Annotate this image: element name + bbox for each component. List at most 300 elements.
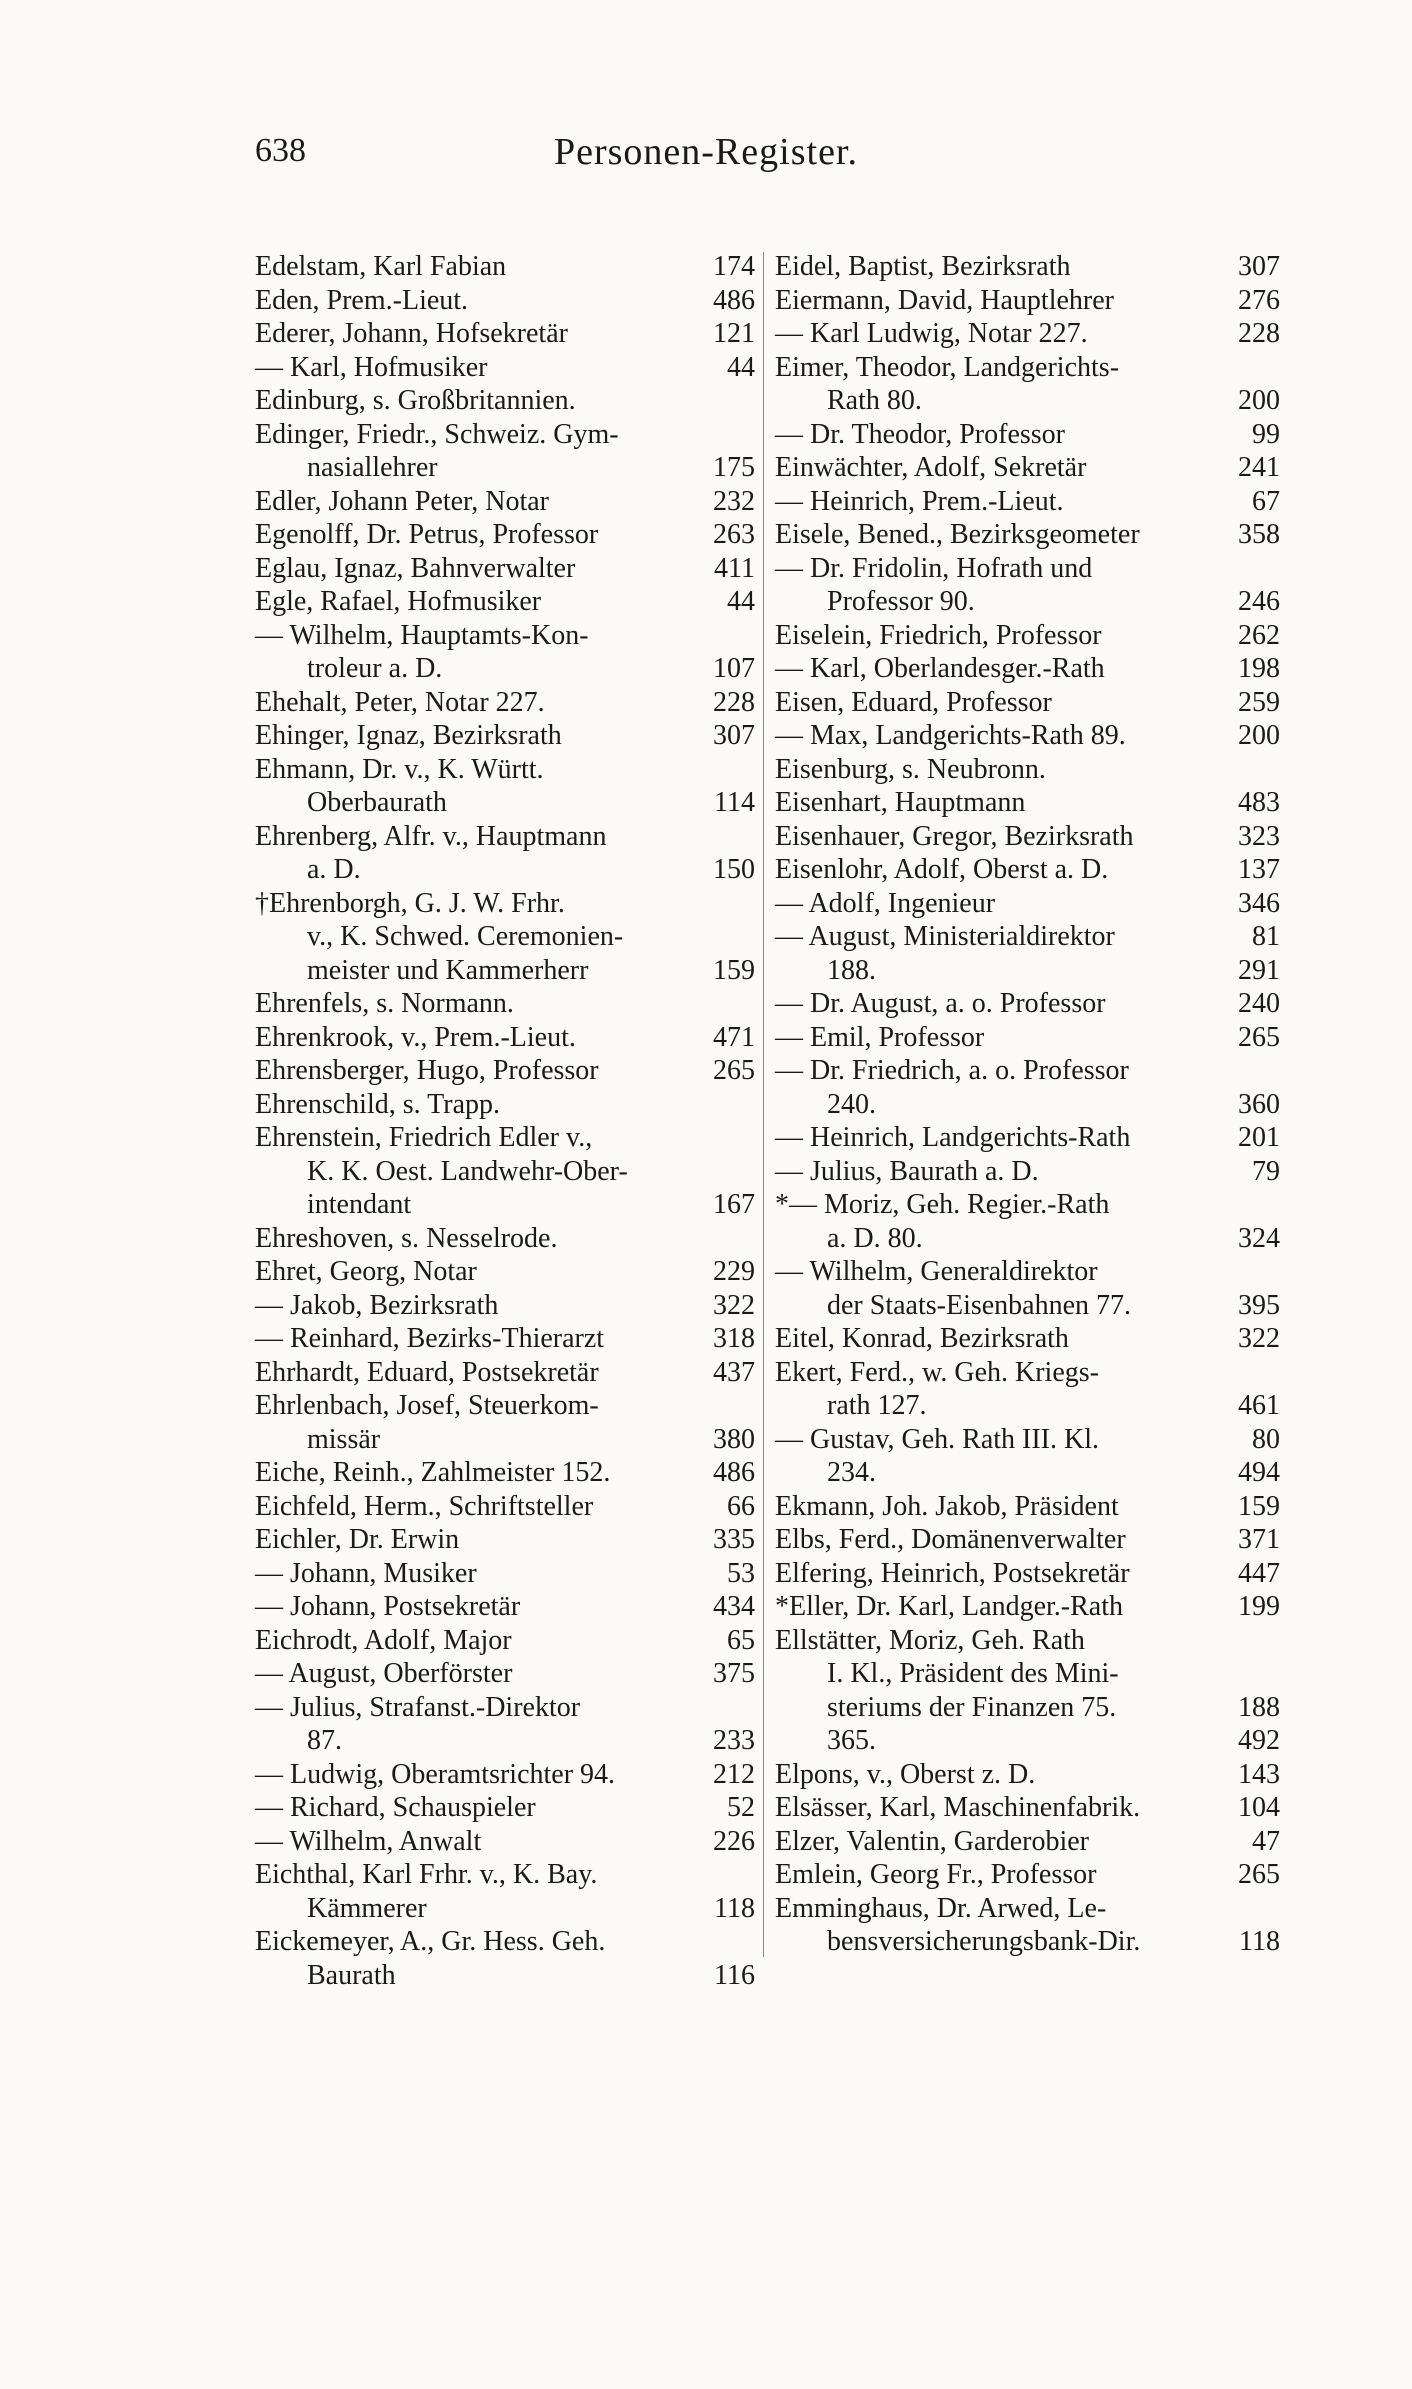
- entry-pages: 47: [1252, 1825, 1280, 1857]
- entry-text: — Johann, Musiker: [255, 1557, 477, 1589]
- entry-pages: 52: [727, 1792, 755, 1823]
- entry-pages: 107: [713, 653, 755, 684]
- entry-pages: [747, 753, 755, 787]
- register-entry: [255, 1222, 755, 1256]
- entry-text: — Gustav, Geh. Rath III. Kl.: [775, 1423, 1100, 1455]
- entry-text: I. Kl., Präsident des Mini-: [827, 1658, 1119, 1689]
- entry-pages: [1272, 351, 1280, 385]
- entry-line: [775, 1791, 1280, 1825]
- entry-line: [775, 686, 1280, 720]
- register-entry: [775, 820, 1280, 854]
- entry-text: — Reinhard, Bezirks-Thierarzt: [255, 1323, 605, 1354]
- entry-text: Eisen, Eduard, Professor: [775, 686, 1052, 718]
- entry-text: — Dr. Theodor, Professor: [775, 418, 1065, 450]
- entry-line: [255, 1289, 755, 1323]
- register-entry: [775, 920, 1280, 987]
- entry-line: [255, 652, 755, 686]
- register-entry: [775, 1825, 1280, 1859]
- entry-line: [775, 250, 1280, 284]
- register-entry: [775, 1791, 1280, 1825]
- register-entry: [775, 719, 1280, 753]
- entry-pages: 200: [1238, 720, 1280, 751]
- entry-text: 87.: [307, 1725, 342, 1756]
- entry-line: [775, 552, 1280, 586]
- entry-line: [775, 1188, 1280, 1222]
- entry-text: 188.: [827, 954, 876, 986]
- entry-line: [255, 250, 755, 284]
- entry-pages: 228: [713, 686, 755, 718]
- entry-line: [255, 1657, 755, 1691]
- entry-pages: 137: [1238, 854, 1280, 885]
- entry-pages: 307: [713, 720, 755, 751]
- entry-pages: 159: [713, 954, 755, 986]
- entry-pages: 324: [1238, 1222, 1280, 1254]
- entry-pages: [1272, 753, 1280, 787]
- entry-line: [255, 1892, 755, 1926]
- entry-text: der Staats-Eisenbahnen 77.: [827, 1289, 1132, 1321]
- entry-text: Rath 80.: [827, 385, 922, 416]
- left-column: [255, 250, 755, 1992]
- entry-text: — August, Ministerialdirektor: [775, 921, 1115, 952]
- entry-text: Edinger, Friedr., Schweiz. Gym-: [255, 418, 619, 450]
- entry-pages: 212: [713, 1758, 755, 1790]
- entry-text: Ehrensberger, Hugo, Professor: [255, 1055, 599, 1086]
- entry-text: Ekmann, Joh. Jakob, Präsident: [775, 1490, 1119, 1522]
- entry-pages: 79: [1252, 1155, 1280, 1187]
- entry-pages: [747, 1389, 755, 1423]
- entry-pages: 80: [1252, 1423, 1280, 1455]
- register-entry: [775, 753, 1280, 787]
- page-number: 638: [255, 132, 306, 169]
- register-entry: [775, 1523, 1280, 1557]
- entry-pages: 81: [1252, 921, 1280, 952]
- entry-text: — Heinrich, Prem.-Lieut.: [775, 485, 1064, 517]
- entry-line: [255, 954, 755, 988]
- register-entry: [255, 619, 755, 686]
- entry-pages: 200: [1238, 385, 1280, 416]
- entry-pages: [747, 1925, 755, 1959]
- entry-pages: 199: [1238, 1591, 1280, 1622]
- entry-line: [775, 820, 1280, 854]
- entry-text: — Ludwig, Oberamtsrichter 94.: [255, 1758, 616, 1790]
- register-entry: [775, 1255, 1280, 1322]
- entry-pages: 265: [713, 1055, 755, 1086]
- register-entry: [255, 1289, 755, 1323]
- entry-pages: 159: [1238, 1490, 1280, 1522]
- entry-line: [255, 418, 755, 452]
- register-entry: [255, 1088, 755, 1122]
- register-entry: [255, 1389, 755, 1456]
- entry-line: [775, 351, 1280, 385]
- entry-pages: 174: [713, 251, 755, 282]
- entry-text: — Karl, Oberlandesger.-Rath: [775, 653, 1105, 684]
- entry-pages: [1272, 1892, 1280, 1926]
- entry-line: [775, 1322, 1280, 1356]
- entry-pages: 371: [1238, 1524, 1280, 1555]
- entry-line: [255, 1255, 755, 1289]
- register-entry: [775, 485, 1280, 519]
- entry-pages: 150: [713, 854, 755, 885]
- entry-line: [255, 1825, 755, 1859]
- entry-text: — Karl, Hofmusiker: [255, 351, 488, 383]
- entry-line: [255, 485, 755, 519]
- register-entry: [775, 418, 1280, 452]
- entry-text: — Dr. Fridolin, Hofrath und: [775, 552, 1093, 584]
- entry-pages: 118: [714, 1892, 755, 1924]
- entry-text: — Julius, Baurath a. D.: [775, 1155, 1039, 1187]
- entry-text: — Emil, Professor: [775, 1021, 985, 1053]
- register-entry: [255, 585, 755, 619]
- register-entry: [255, 887, 755, 988]
- entry-line: [255, 1054, 755, 1088]
- register-entry: [255, 1925, 755, 1992]
- entry-line: [775, 1155, 1280, 1189]
- entry-pages: 492: [1238, 1725, 1280, 1756]
- register-entry: [775, 1758, 1280, 1792]
- entry-text: Eickemeyer, A., Gr. Hess. Geh.: [255, 1926, 606, 1957]
- entry-pages: 411: [714, 552, 755, 584]
- register-entry: [775, 1557, 1280, 1591]
- entry-line: [255, 284, 755, 318]
- entry-line: [775, 1222, 1280, 1256]
- entry-line: [255, 384, 755, 418]
- entry-pages: [1272, 1255, 1280, 1289]
- entry-pages: [747, 384, 755, 418]
- entry-line: [255, 518, 755, 552]
- entry-pages: 167: [713, 1189, 755, 1220]
- entry-pages: 360: [1238, 1088, 1280, 1120]
- register-entry: [255, 1590, 755, 1624]
- register-entry: [255, 317, 755, 351]
- entry-line: [775, 1389, 1280, 1423]
- register-entry: [775, 1322, 1280, 1356]
- entry-pages: 307: [1238, 251, 1280, 282]
- entry-text: — Max, Landgerichts-Rath 89.: [775, 720, 1126, 751]
- entry-line: [775, 719, 1280, 753]
- register-entry: [255, 351, 755, 385]
- entry-pages: 53: [727, 1557, 755, 1589]
- entry-pages: 232: [713, 485, 755, 517]
- entry-text: Kämmerer: [307, 1892, 427, 1924]
- entry-text: — Dr. Friedrich, a. o. Professor: [775, 1055, 1129, 1086]
- entry-pages: [1272, 1624, 1280, 1658]
- register-entry: [255, 1255, 755, 1289]
- entry-pages: 486: [713, 284, 755, 316]
- entry-text: 365.: [827, 1725, 876, 1756]
- entry-text: — Wilhelm, Hauptamts-Kon-: [255, 619, 589, 651]
- entry-line: [255, 686, 755, 720]
- register-entry: [255, 719, 755, 753]
- entry-line: [775, 1858, 1280, 1892]
- entry-pages: 226: [713, 1825, 755, 1857]
- entry-text: Eden, Prem.-Lieut.: [255, 284, 469, 316]
- entry-text: Eiche, Reinh., Zahlmeister 152.: [255, 1457, 611, 1488]
- entry-pages: 322: [1238, 1323, 1280, 1354]
- entry-text: Eichrodt, Adolf, Major: [255, 1624, 512, 1656]
- entry-pages: [747, 619, 755, 653]
- entry-line: [255, 1456, 755, 1490]
- entry-text: 240.: [827, 1088, 876, 1120]
- entry-text: Eichler, Dr. Erwin: [255, 1524, 460, 1555]
- register-entry: [775, 853, 1280, 887]
- entry-line: [775, 853, 1280, 887]
- register-entry: [775, 1356, 1280, 1423]
- entry-text: — August, Oberförster: [255, 1658, 513, 1689]
- register-entry: [255, 1021, 755, 1055]
- entry-line: [775, 1356, 1280, 1390]
- entry-line: [255, 1389, 755, 1423]
- entry-line: [775, 1590, 1280, 1624]
- entry-line: [775, 887, 1280, 921]
- entry-text: Edinburg, s. Großbritannien.: [255, 385, 576, 416]
- entry-pages: 65: [727, 1624, 755, 1656]
- right-column: [775, 250, 1280, 1959]
- entry-text: a. D.: [307, 854, 361, 885]
- entry-line: [255, 753, 755, 787]
- entry-pages: 437: [713, 1356, 755, 1388]
- entry-line: [255, 1423, 755, 1457]
- entry-pages: 241: [1238, 452, 1280, 483]
- entry-line: [255, 351, 755, 385]
- entry-text: Egle, Rafael, Hofmusiker: [255, 586, 542, 617]
- entry-text: Eisenlohr, Adolf, Oberst a. D.: [775, 854, 1109, 885]
- entry-line: [775, 1423, 1280, 1457]
- entry-text: Ehreshoven, s. Nesselrode.: [255, 1222, 558, 1254]
- entry-pages: [747, 1858, 755, 1892]
- register-entry: [255, 518, 755, 552]
- entry-pages: [747, 1088, 755, 1122]
- entry-text: a. D. 80.: [827, 1222, 923, 1254]
- entry-text: — Wilhelm, Anwalt: [255, 1825, 482, 1857]
- entry-pages: 358: [1238, 519, 1280, 550]
- entry-text: Ehrenkrook, v., Prem.-Lieut.: [255, 1021, 576, 1053]
- entry-text: — Adolf, Ingenieur: [775, 887, 996, 919]
- register-entry: [255, 1825, 755, 1859]
- entry-text: Eiselein, Friedrich, Professor: [775, 619, 1102, 651]
- entry-text: Edler, Johann Peter, Notar: [255, 485, 549, 517]
- entry-line: [255, 1088, 755, 1122]
- entry-text: Ellstätter, Moriz, Geh. Rath: [775, 1624, 1085, 1656]
- entry-pages: 346: [1238, 887, 1280, 919]
- entry-text: Ehrenschild, s. Trapp.: [255, 1088, 500, 1120]
- entry-text: — Wilhelm, Generaldirektor: [775, 1256, 1098, 1287]
- register-entry: [775, 619, 1280, 653]
- entry-line: [775, 619, 1280, 653]
- entry-pages: [1272, 1356, 1280, 1390]
- entry-text: bensversicherungsbank-Dir.: [827, 1926, 1141, 1957]
- entry-text: Emminghaus, Dr. Arwed, Le-: [775, 1892, 1107, 1924]
- register-entry: [255, 1791, 755, 1825]
- entry-pages: [747, 920, 755, 954]
- entry-line: [775, 1557, 1280, 1591]
- entry-text: Edelstam, Karl Fabian: [255, 251, 507, 282]
- register-entry: [255, 1758, 755, 1792]
- entry-text: Elbs, Ferd., Domänenverwalter: [775, 1524, 1126, 1555]
- entry-text: Elzer, Valentin, Garderobier: [775, 1825, 1090, 1857]
- register-entry: [255, 1657, 755, 1691]
- register-entry: [775, 1858, 1280, 1892]
- entry-pages: [1272, 1054, 1280, 1088]
- entry-line: [775, 1624, 1280, 1658]
- entry-text: Ehrenfels, s. Normann.: [255, 988, 514, 1019]
- entry-pages: 318: [713, 1323, 755, 1354]
- entry-pages: 265: [1238, 1859, 1280, 1890]
- entry-text: Emlein, Georg Fr., Professor: [775, 1859, 1097, 1890]
- entry-text: — Johann, Postsekretär: [255, 1591, 521, 1622]
- entry-pages: 494: [1238, 1457, 1280, 1488]
- register-entry: [255, 1691, 755, 1758]
- register-entry: [775, 686, 1280, 720]
- entry-line: [775, 987, 1280, 1021]
- register-entry: [255, 1322, 755, 1356]
- entry-line: [255, 853, 755, 887]
- entry-pages: 461: [1238, 1390, 1280, 1421]
- register-entry: [775, 1188, 1280, 1255]
- entry-line: [255, 1791, 755, 1825]
- register-entry: [775, 1423, 1280, 1490]
- entry-pages: 233: [713, 1725, 755, 1756]
- register-entry: [775, 1590, 1280, 1624]
- register-entry: [255, 1858, 755, 1925]
- entry-line: [255, 1691, 755, 1725]
- register-entry: [775, 652, 1280, 686]
- entry-pages: 228: [1238, 318, 1280, 349]
- entry-text: Ehrlenbach, Josef, Steuerkom-: [255, 1390, 599, 1421]
- entry-pages: 322: [713, 1289, 755, 1321]
- register-entry: [255, 250, 755, 284]
- entry-pages: 188: [1238, 1691, 1280, 1723]
- entry-pages: 259: [1238, 686, 1280, 718]
- entry-pages: [747, 1155, 755, 1189]
- entry-text: Eidel, Baptist, Bezirksrath: [775, 251, 1071, 282]
- entry-text: v., K. Schwed. Ceremonien-: [307, 921, 624, 952]
- entry-text: Eimer, Theodor, Landgerichts-: [775, 351, 1120, 383]
- entry-pages: 240: [1238, 988, 1280, 1019]
- register-entry: [775, 1155, 1280, 1189]
- entry-pages: 67: [1252, 485, 1280, 517]
- entry-line: [775, 1825, 1280, 1859]
- entry-text: meister und Kammerherr: [307, 954, 589, 986]
- entry-line: [775, 1657, 1280, 1691]
- entry-text: Elsässer, Karl, Maschinenfabrik.: [775, 1792, 1141, 1823]
- register-entry: [255, 1490, 755, 1524]
- entry-line: [775, 954, 1280, 988]
- entry-line: [255, 820, 755, 854]
- register-entry: [255, 1624, 755, 1658]
- entry-pages: 434: [713, 1591, 755, 1622]
- entry-pages: 323: [1238, 820, 1280, 852]
- entry-line: [775, 1289, 1280, 1323]
- register-entry: [775, 451, 1280, 485]
- entry-text: — Richard, Schauspieler: [255, 1792, 536, 1823]
- entry-text: troleur a. D.: [307, 653, 443, 684]
- entry-line: [255, 619, 755, 653]
- entry-line: [255, 1021, 755, 1055]
- register-entry: [255, 1523, 755, 1557]
- register-entry: [775, 987, 1280, 1021]
- entry-text: Ehehalt, Peter, Notar 227.: [255, 686, 545, 718]
- entry-text: Eichfeld, Herm., Schriftsteller: [255, 1490, 594, 1522]
- entry-line: [255, 317, 755, 351]
- entry-line: [775, 485, 1280, 519]
- register-entry: [775, 518, 1280, 552]
- entry-pages: [1272, 552, 1280, 586]
- entry-pages: 116: [714, 1959, 755, 1991]
- register-entry: [255, 384, 755, 418]
- register-entry: [775, 284, 1280, 318]
- entry-pages: 276: [1238, 284, 1280, 316]
- entry-line: [775, 1691, 1280, 1725]
- entry-pages: [747, 418, 755, 452]
- register-entry: [775, 1892, 1280, 1959]
- entry-text: intendant: [307, 1189, 412, 1220]
- entry-text: — Julius, Strafanst.-Direktor: [255, 1691, 581, 1723]
- entry-line: [775, 1523, 1280, 1557]
- entry-line: [775, 786, 1280, 820]
- entry-text: — Dr. August, a. o. Professor: [775, 988, 1106, 1019]
- register-entry: [255, 552, 755, 586]
- entry-line: [255, 1155, 755, 1189]
- entry-line: [255, 1322, 755, 1356]
- entry-text: †Ehrenborgh, G. J. W. Frhr.: [255, 887, 565, 919]
- page-title: Personen-Register.: [553, 131, 858, 173]
- entry-pages: [747, 1222, 755, 1256]
- register-entry: [775, 1021, 1280, 1055]
- entry-pages: 229: [713, 1256, 755, 1287]
- register-entry: [775, 1121, 1280, 1155]
- entry-line: [255, 1724, 755, 1758]
- entry-text: Eisenhauer, Gregor, Bezirksrath: [775, 820, 1134, 852]
- entry-line: [775, 418, 1280, 452]
- entry-line: [255, 1222, 755, 1256]
- register-entry: [255, 485, 755, 519]
- entry-pages: [1272, 1188, 1280, 1222]
- entry-text: Einwächter, Adolf, Sekretär: [775, 452, 1087, 483]
- entry-pages: 265: [1238, 1021, 1280, 1053]
- entry-line: [775, 920, 1280, 954]
- entry-text: Eitel, Konrad, Bezirksrath: [775, 1323, 1069, 1354]
- entry-text: Ekert, Ferd., w. Geh. Kriegs-: [775, 1356, 1099, 1388]
- entry-pages: 114: [714, 787, 755, 818]
- register-entry: [775, 1490, 1280, 1524]
- register-entry: [255, 1356, 755, 1390]
- entry-text: missär: [307, 1423, 381, 1455]
- entry-line: [255, 987, 755, 1021]
- entry-line: [775, 1121, 1280, 1155]
- column-divider: [763, 252, 764, 1957]
- entry-pages: 99: [1252, 418, 1280, 450]
- entry-line: [255, 1925, 755, 1959]
- entry-text: Baurath: [307, 1959, 396, 1991]
- entry-pages: 483: [1238, 787, 1280, 818]
- register-entry: [775, 786, 1280, 820]
- entry-pages: 104: [1238, 1792, 1280, 1823]
- entry-pages: 201: [1238, 1122, 1280, 1153]
- entry-line: [255, 1121, 755, 1155]
- entry-line: [775, 284, 1280, 318]
- entry-text: Eiermann, David, Hauptlehrer: [775, 284, 1114, 316]
- entry-pages: 395: [1238, 1289, 1280, 1321]
- entry-pages: [747, 1121, 755, 1155]
- entry-text: 234.: [827, 1457, 876, 1488]
- entry-line: [775, 384, 1280, 418]
- entry-text: Oberbaurath: [307, 787, 447, 818]
- entry-line: [255, 920, 755, 954]
- entry-line: [775, 1255, 1280, 1289]
- entry-line: [255, 1590, 755, 1624]
- entry-pages: 118: [1239, 1926, 1280, 1957]
- entry-line: [775, 1456, 1280, 1490]
